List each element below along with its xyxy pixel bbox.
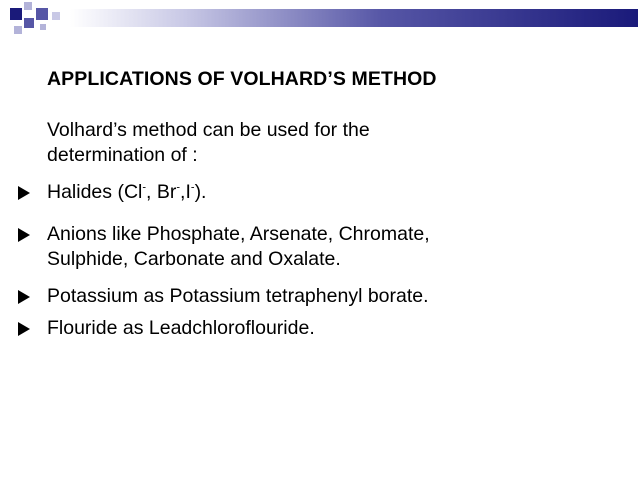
superscript-charge: - <box>176 181 181 194</box>
halides-text: , Br <box>146 181 177 203</box>
bullet-text <box>47 180 567 205</box>
bullet-arrow-icon <box>18 228 30 242</box>
header-gradient-bar <box>70 9 638 27</box>
decor-square <box>36 8 48 20</box>
decor-square <box>52 12 60 20</box>
decor-square <box>10 8 22 20</box>
decor-square <box>24 2 32 10</box>
bullet-text <box>47 222 567 272</box>
decor-square <box>14 26 22 34</box>
intro-line-1: Volhard’s method can be used for the <box>47 119 370 141</box>
superscript-charge: - <box>142 181 147 194</box>
bullet-text <box>47 284 567 309</box>
bullet-line: Flouride as Leadchloroflouride. <box>47 317 315 339</box>
halides-text: ). <box>194 181 207 203</box>
bullet-line: Sulphide, Carbonate and Oxalate. <box>47 248 341 270</box>
slide-title: APPLICATIONS OF VOLHARD’S METHOD <box>47 68 437 90</box>
decor-square <box>40 24 46 30</box>
bullet-line: Potassium as Potassium tetraphenyl borate. <box>47 285 429 307</box>
decor-square <box>24 18 34 28</box>
intro-line-2: determination of : <box>47 144 198 166</box>
bullet-arrow-icon <box>18 186 30 200</box>
halides-text: Halides (Cl <box>47 181 143 203</box>
superscript-charge: - <box>190 181 195 194</box>
bullet-arrow-icon <box>18 290 30 304</box>
bullet-text <box>47 316 567 341</box>
halides-text: ,I <box>180 181 191 203</box>
header-decoration <box>0 0 638 40</box>
bullet-arrow-icon <box>18 322 30 336</box>
bullet-line: Anions like Phosphate, Arsenate, Chromate, <box>47 223 430 245</box>
intro-text <box>47 118 567 168</box>
